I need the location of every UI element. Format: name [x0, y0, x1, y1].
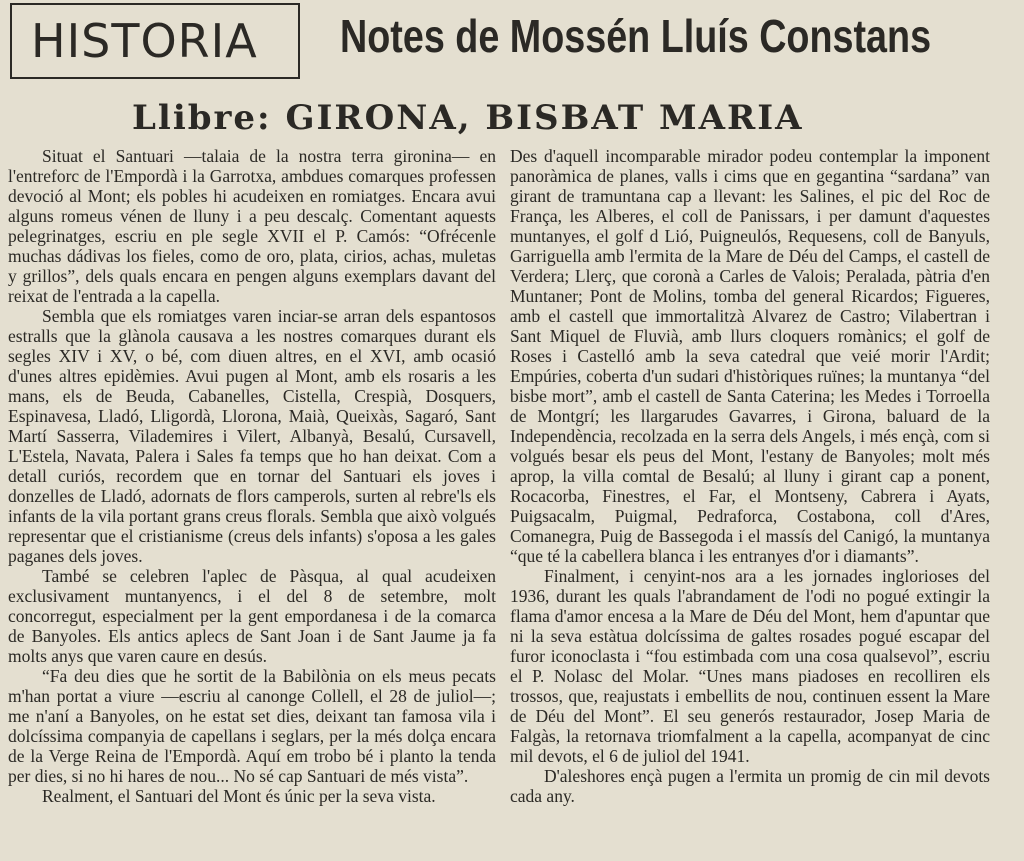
paragraph: D'aleshores ençà pugen a l'ermita un promig de cin mil devots cada any. — [510, 766, 990, 806]
right-column — [510, 146, 990, 806]
article-subtitle: Llibre: GIRONA, BISBAT MARIA — [132, 98, 804, 138]
paragraph: Des d'aquell incomparable mirador podeu contemplar la imponent panoràmica de planes, valls i cims que en gegantina “sardana” van girant de tramuntana cap a llevant: les Salines, el pic del Roc de França, les Alberes, el coll de Panissars, i per damunt d'aquestes muntanyes, el golf d Lió, Puigneulós, Requesens, coll de Banyuls, Garriguella amb l'ermita de la Mare de Déu del Camps, el castell de Verdera; Llerç, que coronà a Carles de Valois; Peralada, pàtria d'en Muntaner; Pont de Molins, tomba del general Ricardos; Figueres, amb el castell que immortalitzà Alvarez de Castro; Vilabertran i Sant Miquel de Fluvià, amb llurs cloquers romànics; el golf de Roses i Castelló amb la seva catedral que veié morir l'Ardit; Empúries, coberta d'un sudari d'històriques ruïnes; la muntanya “del bisbe mort”, amb el castell de Santa Caterina; les Medes i Torroella de Montgrí; les llargarudes Gavarres, i Girona, baluard de la Independència, recolzada en la serra dels Angels, i més ençà, com si volgués besar els peus del Mont, l'estany de Banyoles; molt més aprop, la villa comtal de Besalú; al lluny i girant cap a ponent, Rocacorba, Finestres, el Far, el Montseny, Cabrera i Ayats, Puigsacalm, Puigmal, Pedraforca, Costabona, coll d'Ares, Comanegra, Puig de Bassegoda i el massís del Canigó, la muntanya “que té la cabellera blanca i les entranyes d'or i diamants”. — [510, 146, 990, 566]
left-column — [8, 146, 496, 806]
paragraph: També se celebren l'aplec de Pàsqua, al qual acudeixen exclusivament muntanyencs, i el del 8 de setembre, molt concorregut, especialment per la gent empordanesa i de la comarca de Banyoles. Els antics aplecs de Sant Joan i de Sant Jaume ja fa molts anys que varen caure en desús. — [8, 566, 496, 666]
paragraph: Sembla que els romiatges varen inciar-se arran dels espantosos estralls que la glànola causava a les nostres comarques durant els segles XIV i XV, o bé, com diuen altres, en el XVI, amb ocasió d'unes altres epidèmies. Avui pugen al Mont, amb els rosaris a les mans, els de Beuda, Cabanelles, Cistella, Crespià, Dosquers, Espinavesa, Lladó, Lligordà, Llorona, Maià, Queixàs, Sagaró, Sant Martí Sasserra, Vilademires i Vilert, Albanyà, Besalú, Cursavell, L'Estela, Navata, Palera i Sales fa temps que ho han deixat. Com a detall curiós, recordem que en tornar del Santuari els joves i donzelles de Lladó, adornats de flors camperols, surten al rebre'ls els infants de la vila portant grans creus florals. Sembla que això volgués representar que el cristianisme (creus dels infants) s'oposa a les gales paganes dels joves. — [8, 306, 496, 566]
section-label-box — [10, 3, 300, 79]
paragraph: Realment, el Santuari del Mont és únic per la seva vista. — [42, 786, 436, 806]
paragraph: “Fa deu dies que he sortit de la Babilònia on els meus pecats m'han portat a viure —escriu al canonge Collell, el 28 de juliol—; me n'aní a Banyoles, on he estat set dies, deixant tan famosa vila i dolcíssima companyia de capellans i seglars, per la més dolça encara de la Verge Reina de l'Empordà. Aquí em trobo bé i planto la tenda per dies, si no hi hares de nou... No sé cap Santuari de més vista”. — [8, 666, 496, 786]
paragraph: Finalment, i cenyint-nos ara a les jornades inglorioses del 1936, durant les quals l'abrandament de l'odi no pogué extingir la flama d'amor encesa a la Mare de Déu del Mont, hem d'apuntar que ni la seva estàtua dolcíssima de galtes rosades pogué escapar del furor iconoclasta i “fou estimbada com una cosa qualsevol”, escriu el P. Nolasc del Molar. “Unes mans piadoses en recolliren els trossos, que, reajustats i embellits de nou, continuen essent la Mare de Déu del Mont”. El seu generós restaurador, Josep Maria de Falgàs, la retornava triomfalment a la capella, acompanyat de cinc mil devots, el 6 de juliol del 1941. — [510, 566, 990, 766]
section-label: HISTORIA — [31, 14, 258, 68]
paragraph: Situat el Santuari —talaia de la nostra terra gironina— en l'entreforc de l'Empordà i la Garrotxa, ambdues comarques professen devoció al Mont; els pobles hi acudeixen en romiatges. Encara avui alguns romeus vénen de lluny i a peu descalç. Comentant aquests pelegrinatges, escriu en ple segle XVII el P. Camós: “Ofrécenle muchas dádivas los fieles, como de oro, plata, cirios, achas, muletas y grillos”, dels quals encara en pengen alguns exemplars davant del reixat de l'entrada a la capella. — [8, 146, 496, 306]
article-title: Notes de Mossén Lluís Constans — [340, 10, 932, 62]
